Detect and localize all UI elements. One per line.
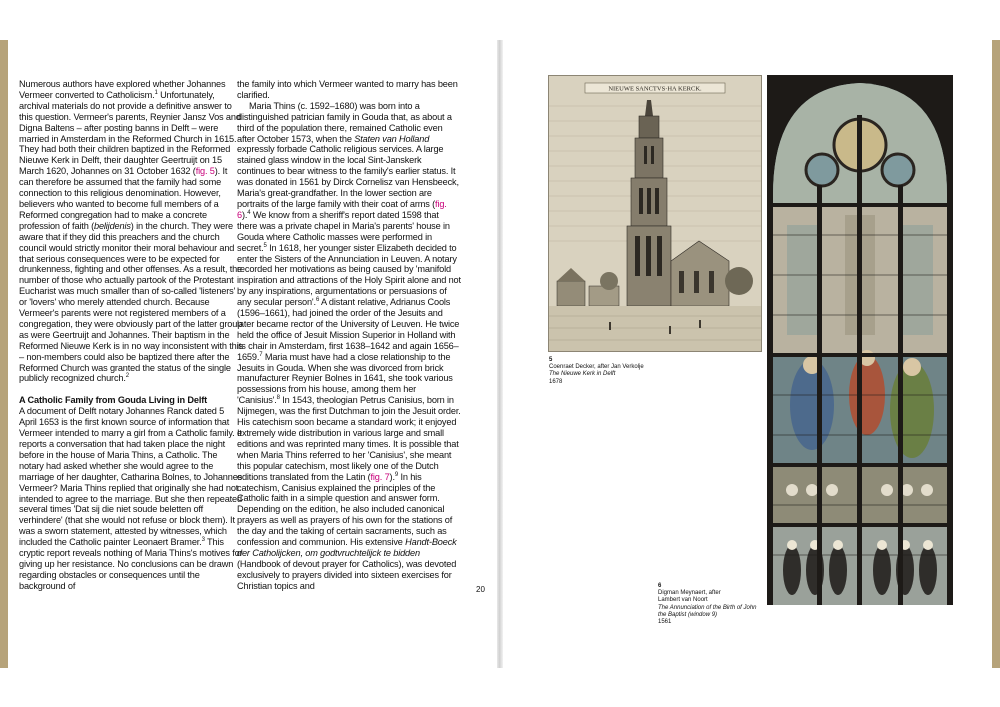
footnote-ref[interactable]: 4 [247,209,251,216]
figure-6-caption: 6 Digman Meynaert, after Lambert van Noort The Annunciation of the Birth of John the Baptist (window 9) 1561 [658,583,757,626]
figure-6-stained-glass-window[interactable] [767,75,953,605]
figure-5-etching-nieuwe-kerk[interactable] [548,75,762,352]
paragraph-continuation: the family into which Vermeer wanted to marry has been clarified. [237,79,458,100]
footnote-ref[interactable]: 8 [276,395,280,402]
figure-6-link[interactable]: fig. 6 [237,198,447,220]
book-spine [497,40,503,668]
stained-glass-image [767,75,953,605]
church-etching-image [549,76,761,351]
figure-5-caption: 5 Coenraet Decker, after Jan Verkolje The Nieuwe Kerk in Delft 1678 [549,357,644,385]
section-heading: A Catholic Family from Gouda Living in Delft [19,395,208,406]
text-column-left [19,79,243,592]
footnote-ref[interactable]: 3 [201,537,205,544]
footnote-ref[interactable]: 5 [263,242,267,249]
paragraph-maria-thins: Maria Thins (c. 1592–1680) was born into a distinguished patrician family in Gouda that, as about a third of the population there, remained Catholic even after October 1573, when the Staten van Holland expressly forbade Catholic religious services. A large stained glass window in the local Sint-Janskerk continues to bear witness to the family's earlier status. It was donated in 1561 by Dirck Cornelisz van Hensbeeck, Maria's great-grandfather. In the lower section are portraits of the large family with their coat of arms (fig. 6).$^4$ We know from a sheriff's report dated 1598 that there was a private chapel in Maria's parents' house in Gouda where Catholic masses were performed in secret.$^5$ In 1618, her younger sister Elizabeth decided to enter the Sisters of the Annunciation in Leuven. A notary recorded her motivations as being caused by 'manifold inspiration and attractions of the Holy Spirit alone and not by any inspirations, argumentations or persuasions of any secular person'.$^6$ A distant relative, Adrianus Cools (1596–1661), had joined the order of the Jesuits and later became rector of the University of Leuven. He twice held the office of Jesuit Mission Superior in Holland with its chair in Amsterdam, first 1638–1642 and again 1656–1659.$^7$ Maria must have had a close relationship to the Jesuits in Gouda. When she was divorced from brick manufacturer Reynier Bolnes in 1641, she took various possessions from his house, among them her 'Canisius'.$^8$ In 1543, theologian Petrus Canisius, born in Nijmegen, was the first Dutchman to join the Jesuit order. His catechism soon became a standard work; it enjoyed extremely wide distribution in various large and small editions and was reprinted many times. It is possible that when Maria Thins referred to her 'Canisius', she meant this popular catechism, most likely one of the Dutch editions translated from the Latin (fig. 7).$^9$ In his catechism, Canisius explained the principles of the Catholic faith in a simple question and answer form. Depending on the edition, he also included canonical prayers as well as prayers of his own for the stations of the day and the taking of certain sacraments, such as confession and communion. His extensive Handt-Boeck der Catholijcken, om godtvruchtelijck te bidden (Handbook of devout prayer for Catholics), was devoted exclusively to prayers divided into sixteen exercises for Christian topics and [237,100,461,591]
paragraph-catholic-family: A document of Delft notary Johannes Ranck dated 5 April 1653 is the first known source of information that Vermeer intended to marry a girl from a Catholic family. It reports a conversation that had taken place the night before in the house of Maria Thins, a Catholic. The notary had asked whether she would agree to the marriage of her daughter, Catharina Bolnes, to Johannes Vermeer? Maria Thins replied that originally she had not intended to agree to the marriage. But she then repeated several times 'Dat sij die niet soude beletten off verhindere' (that she would not refuse or block them). It was a sworn statement, attested by witnesses, which included the Catholic painter Leonaert Bramer.$^3$ This cryptic report reveals nothing of Maria Thins's motives for giving up her resistance. No conclusions can be drawn regarding obstacles or consequences until the background of [19,406,243,591]
footnote-ref[interactable]: 9 [394,471,399,478]
footnote-ref[interactable]: 2 [125,373,129,380]
etching-banner-text: NIEUWE SANCTVS·HA KERCK. [608,85,702,93]
text-column-right [237,79,461,592]
page-number: 20 [476,585,485,594]
right-page-edge-bar [992,40,1000,668]
figure-5-link[interactable]: fig. 5 [195,166,215,177]
left-page-edge-bar [0,40,8,668]
footnote-ref[interactable]: 6 [315,297,320,304]
figure-7-link[interactable]: fig. 7 [370,471,390,482]
footnote-ref[interactable]: 7 [259,351,263,358]
footnote-ref[interactable]: 1 [154,89,158,96]
paragraph-intro: Numerous authors have explored whether Johannes Vermeer converted to Catholicism.$^1$ Unfortunately, archival materials do not provide a definitive answer to this question. Vermeer's parents, Reynier Jansz Vos and Digna Baltens – after posting banns in Delft – were married in Amsterdam in the Reformed Church in 1615. They had both their children baptized in the Reformed Nieuwe Kerk in Delft, their daughter Geertruijt on 15 March 1620, Johannes on 31 October 1632 (fig. 5). It can therefore be assumed that the family had some connection to this religious denomination. However, believers who wanted to become full members of a Reformed congregation had to make a concrete profession of faith (belijdenis) in the church. They were aware that if they did this preachers and the church council would strictly monitor their moral behaviour and that serious consequences were to be expected for drunkenness, fighting and other offenses. As a result, the number of those who actually partook of the Protestant Eucharist was much smaller than of so-called 'listeners' or 'lovers' who merely attended church. Because Vermeer's parents were not registered members of a congregation, they were obviously part of the latter group as were Geertruijt and Johannes. Their baptism in the Reformed Nieuwe Kerk is in no way inconsistent with this – non-members could also be baptized there after the Reformed Church was granted the status of the single publicly recognized church.$^2$ [19,79,243,384]
